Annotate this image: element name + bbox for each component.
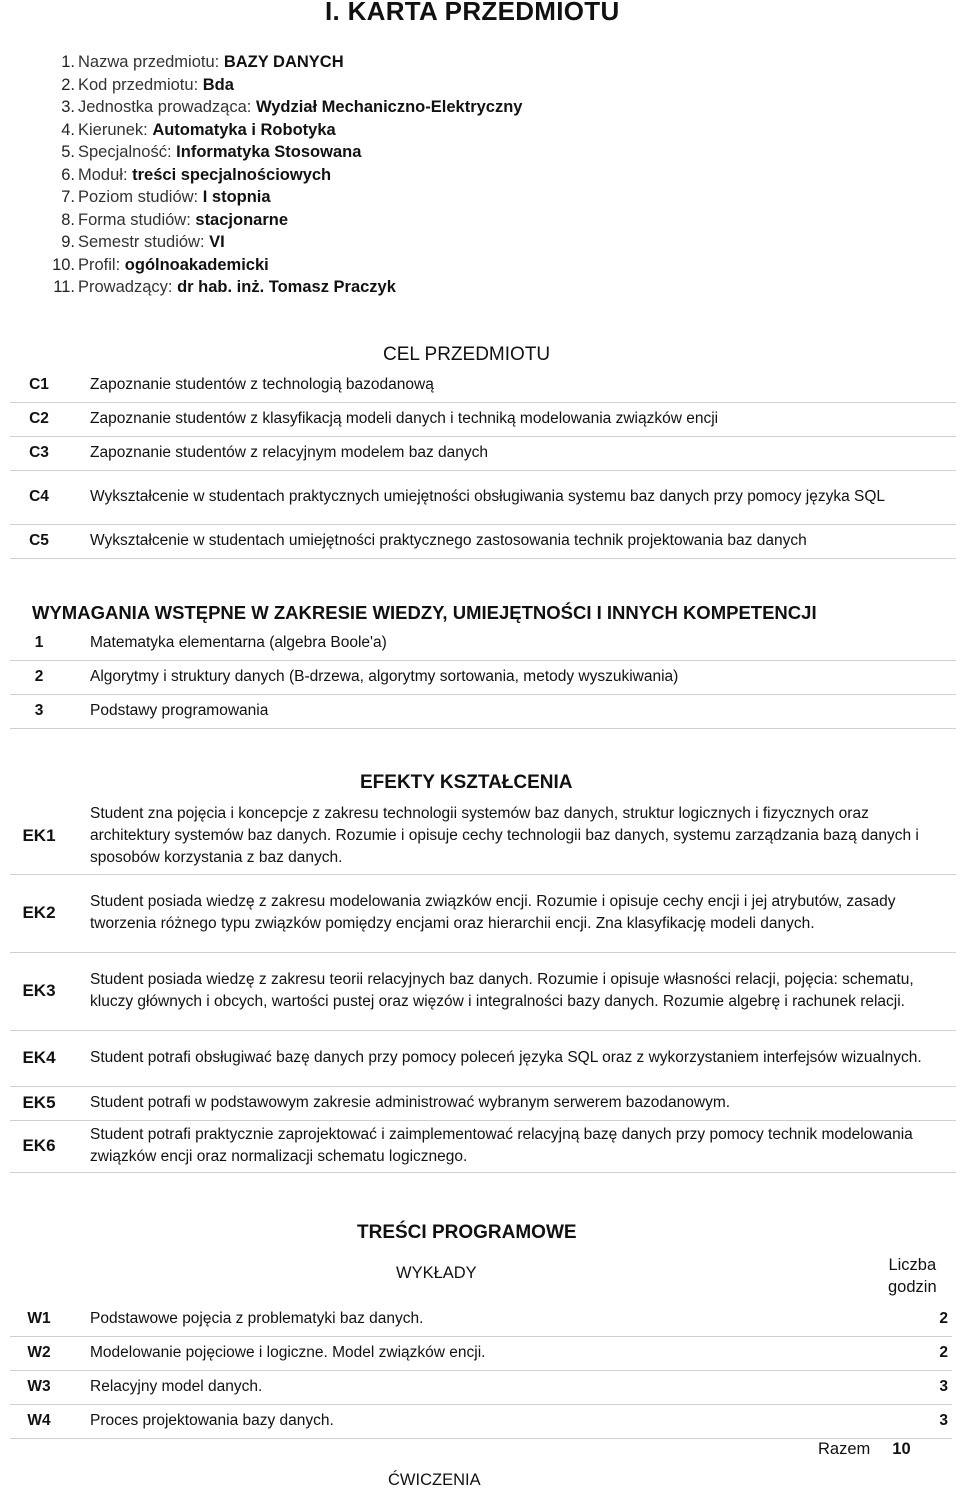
- cel-table: [10, 368, 956, 559]
- table-row: C5 Wykształcenie w studentach umiejętności praktycznego zastosowania technik projektowania baz danych: [10, 524, 956, 558]
- table-row: W4 Proces projektowania bazy danych. 3: [10, 1404, 952, 1438]
- metadata-item: 3. Jednostka prowadząca: Wydział Mechaniczno-Elektryczny: [61, 98, 523, 116]
- table-row: 2 Algorytmy i struktury danych (B-drzewa, algorytmy sortowania, metody wyszukiwania): [10, 660, 956, 694]
- hours-header: Liczba godzin: [888, 1256, 937, 1296]
- cel-heading: CEL PRZEDMIOTU: [383, 344, 551, 365]
- page-title: I. KARTA PRZEDMIOTU: [325, 0, 620, 26]
- efekty-heading: EFEKTY KSZTAŁCENIA: [360, 772, 573, 793]
- metadata-item: 10. Profil: ogólnoakademicki: [52, 255, 269, 274]
- table-row: EK6 Student potrafi praktycznie zaprojektować i zaimplementować relacyjną bazę danych przy pomocy technik modelowania związków encji oraz normalizacji schematu logicznego.: [10, 1120, 956, 1172]
- table-row: C4 Wykształcenie w studentach praktycznych umiejętności obsługiwania systemu baz danych przy pomocy języka SQL: [10, 470, 956, 524]
- wymagania-heading: WYMAGANIA WSTĘPNE W ZAKRESIE WIEDZY, UMIEJĘTNOŚCI I INNYCH KOMPETENCJI: [32, 602, 817, 623]
- razem-total: Razem 10: [818, 1440, 911, 1458]
- table-row: EK2 Student posiada wiedzę z zakresu modelowania związków encji. Rozumie i opisuje cechy encji i jej atrybutów, zasady tworzenia różnego typu związków pomiędzy encjami oraz hierarchii encji. Zna klasyfikację modeli danych.: [10, 874, 956, 952]
- table-row: W1 Podstawowe pojęcia z problematyki baz danych. 2: [10, 1302, 952, 1336]
- table-row: C3 Zapoznanie studentów z relacyjnym modelem baz danych: [10, 436, 956, 470]
- table-row: EK4 Student potrafi obsługiwać bazę danych przy pomocy poleceń języka SQL oraz z wykorzystaniem interfejsów wizualnych.: [10, 1030, 956, 1086]
- metadata-item: 1. Nazwa przedmiotu: BAZY DANYCH: [61, 53, 344, 71]
- metadata-item: 9. Semestr studiów: VI: [61, 233, 225, 251]
- table-row: 3 Podstawy programowania: [10, 694, 956, 728]
- table-row: 1 Matematyka elementarna (algebra Boole'a): [10, 626, 956, 660]
- wyklady-label: WYKŁADY: [396, 1264, 477, 1282]
- course-metadata-list: [30, 51, 522, 299]
- metadata-item: 11. Prowadzący: dr hab. inż. Tomasz Praczyk: [53, 278, 396, 296]
- table-row: W2 Modelowanie pojęciowe i logiczne. Model związków encji. 2: [10, 1336, 952, 1370]
- cwiczenia-label: ĆWICZENIA: [388, 1471, 481, 1489]
- tresci-heading: TREŚCI PROGRAMOWE: [357, 1222, 577, 1243]
- metadata-item: 7. Poziom studiów: I stopnia: [61, 188, 271, 206]
- wyklady-table: [10, 1302, 952, 1439]
- table-row: C2 Zapoznanie studentów z klasyfikacją modeli danych i techniką modelowania związków encji: [10, 402, 956, 436]
- metadata-item: 5. Specjalność: Informatyka Stosowana: [61, 143, 362, 161]
- table-row: EK3 Student posiada wiedzę z zakresu teorii relacyjnych baz danych. Rozumie i opisuje własności relacji, pojęcia: schematu, kluczy głównych i obcych, wartości pustej oraz więzów i integralności bazy danych. Rozumie algebrę i rachunek relacji.: [10, 952, 956, 1030]
- metadata-item: 8. Forma studiów: stacjonarne: [61, 210, 289, 229]
- wymagania-table: [10, 626, 956, 729]
- table-row: W3 Relacyjny model danych. 3: [10, 1370, 952, 1404]
- table-row: EK1 Student zna pojęcia i koncepcje z zakresu technologii systemów baz danych, struktur logicznych i fizycznych oraz architektury systemów baz danych. Rozumie i opisuje cechy technologii baz danych, systemu zarządzania bazą danych i sposobów korzystania z baz danych.: [10, 798, 956, 874]
- metadata-item: 4. Kierunek: Automatyka i Robotyka: [61, 120, 336, 139]
- metadata-item: 6. Moduł: treści specjalnościowych: [61, 165, 332, 184]
- table-row: C1 Zapoznanie studentów z technologią bazodanową: [10, 368, 956, 402]
- metadata-item: 2. Kod przedmiotu: Bda: [61, 75, 234, 94]
- table-row: EK5 Student potrafi w podstawowym zakresie administrować wybranym serwerem bazodanowym.: [10, 1086, 956, 1120]
- efekty-table: [10, 798, 956, 1173]
